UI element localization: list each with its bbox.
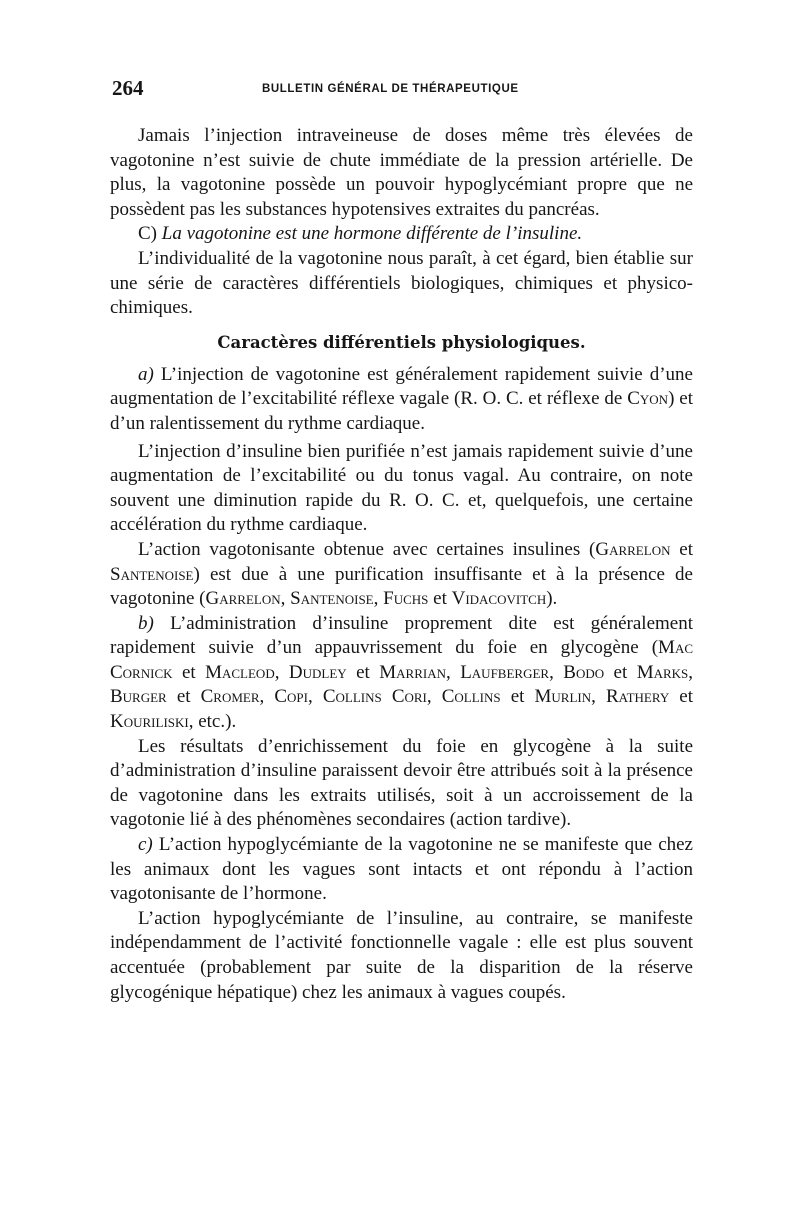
text-span: , [446, 661, 461, 683]
subheading-c [110, 222, 693, 247]
text-span: , etc.). [188, 711, 237, 733]
author-name: Santenoise [110, 563, 194, 585]
section-heading: Caractères différentiels physiologiques. [217, 332, 586, 352]
author-name: Vidacovitch [451, 588, 547, 610]
paragraph-a-text: L’injection de vagotonine est généralement rapidement suivie d’une augmentation de l’excitabilité réflexe vagale (R. O. C. et réflexe de [110, 363, 693, 410]
author-name: Macleod [205, 661, 275, 683]
author-name: Cromer [200, 686, 260, 708]
text-span: et [346, 661, 380, 683]
author-name: Kouriliski [110, 711, 189, 733]
paragraph-insuline-hypoglycemia: L’action hypoglycémiante de l’insuline, au contraire, se manifeste indépendamment de l’activité fonctionnelle vagale : elle est plus souvent accentuée (probablement par suite de la disparition de la réserve glycogénique hépatique) chez les animaux à vagues coupés. [110, 907, 693, 1003]
paragraph-c [110, 833, 693, 907]
running-head: BULLETIN GÉNÉRAL DE THÉRAPEUTIQUE [262, 83, 519, 95]
author-name: Garrelon [205, 588, 281, 610]
text-span: et [172, 661, 206, 683]
text-span: L’action vagotonisante obtenue avec certaines insulines ( [138, 538, 596, 560]
text-span: , [274, 661, 289, 683]
text-span: , [591, 686, 606, 708]
text-span: , [373, 588, 384, 610]
paragraph-intro: Jamais l’injection intraveineuse de doses même très élevées de vagotonine n’est suivie de chute immédiate de la pression artérielle. De plus, la vagotonine possède un pouvoir hypoglycémiant propre que ne possèdent pas les substances hypotensives extraites du pancréas. [110, 125, 693, 220]
author-name: Murlin [534, 686, 592, 708]
paragraph-c-label: c) [138, 834, 153, 856]
author-name: Garrelon [595, 538, 671, 560]
paragraph-b [110, 612, 693, 735]
author-name: Collins [441, 686, 501, 708]
paragraph-insuline-injection: L’injection d’insuline bien purifiée n’est jamais rapidement suivie d’une augmentation de l’excitabilité ou du tonus vagal. Au contraire, on note souvent une diminution rapide du R. O. C. et, quelquefois, une certaine accélération du rythme cardiaque. [110, 440, 693, 536]
text-span: et [166, 686, 201, 708]
paragraph-a-text-end: ) et d’un ralentissement du rythme cardiaque. [110, 388, 693, 434]
author-name: Copi [274, 686, 308, 708]
text-span: et [428, 588, 452, 610]
text-span: , [308, 686, 323, 708]
text-span: , [259, 686, 275, 708]
text-span: ). [546, 588, 558, 610]
page-number: 264 [112, 76, 144, 100]
body-text [110, 124, 693, 1005]
text-span: , [426, 686, 442, 708]
author-name: Rathery [605, 686, 670, 708]
author-name: Fuchs [383, 588, 429, 610]
subheading-c-text: La vagotonine est une hormone différente de l’insuline. [161, 223, 583, 245]
text-span: , [280, 588, 291, 610]
page-header [112, 76, 692, 100]
text-span: , [549, 661, 564, 683]
text-span: ) est due à une purification insuffisante et à la présence de vagotonine ( [110, 563, 693, 610]
author-name: Bodo [563, 661, 605, 683]
author-name: Burger [110, 686, 167, 708]
author-name: Cyon [627, 388, 669, 410]
text-span: et [604, 661, 637, 683]
paragraph-a [110, 363, 693, 437]
author-name: Marrian [379, 661, 446, 683]
author-name: Collins Cori [322, 686, 427, 708]
paragraph-b-label: b) [138, 612, 154, 634]
author-name: Mac Cornick [110, 637, 693, 683]
text-span: et [669, 686, 694, 708]
paragraph-c-text: L’action hypoglycémiante de la vagotonine ne se manifeste que chez les animaux dont les vagues sont intacts et ont répondu à l’action vagotonisante de l’hormone. [110, 834, 693, 905]
paragraph-a-label: a) [138, 363, 154, 385]
author-name: Dudley [288, 661, 347, 683]
author-name: Laufberger [460, 661, 550, 683]
paragraph-glycogen-results: Les résultats d’enrichissement du foie en glycogène à la suite d’administration d’insuline paraissent devoir être attribués soit à la présence de vagotonine dans les extraits utilisés, soit à un accroissement de la vagotonie lié à des phénomènes secondaires (action tardive). [110, 735, 693, 831]
author-name: Marks [636, 661, 689, 683]
text-span: et [500, 686, 535, 708]
text-span: et [670, 538, 693, 560]
text-span: , [688, 661, 694, 683]
subheading-c-label: C) [138, 223, 157, 245]
paragraph-individuality: L’individualité de la vagotonine nous paraît, à cet égard, bien établie sur une série de caractères différentiels biologiques, chimiques et physico-chimiques. [110, 247, 693, 319]
author-name: Santenoise [290, 588, 374, 610]
paragraph-b-text: L’administration d’insuline proprement dite est généralement rapidement suivie d’un appauvrissement du foie en glycogène ( [110, 612, 693, 659]
paragraph-vagotonisante [110, 538, 693, 612]
